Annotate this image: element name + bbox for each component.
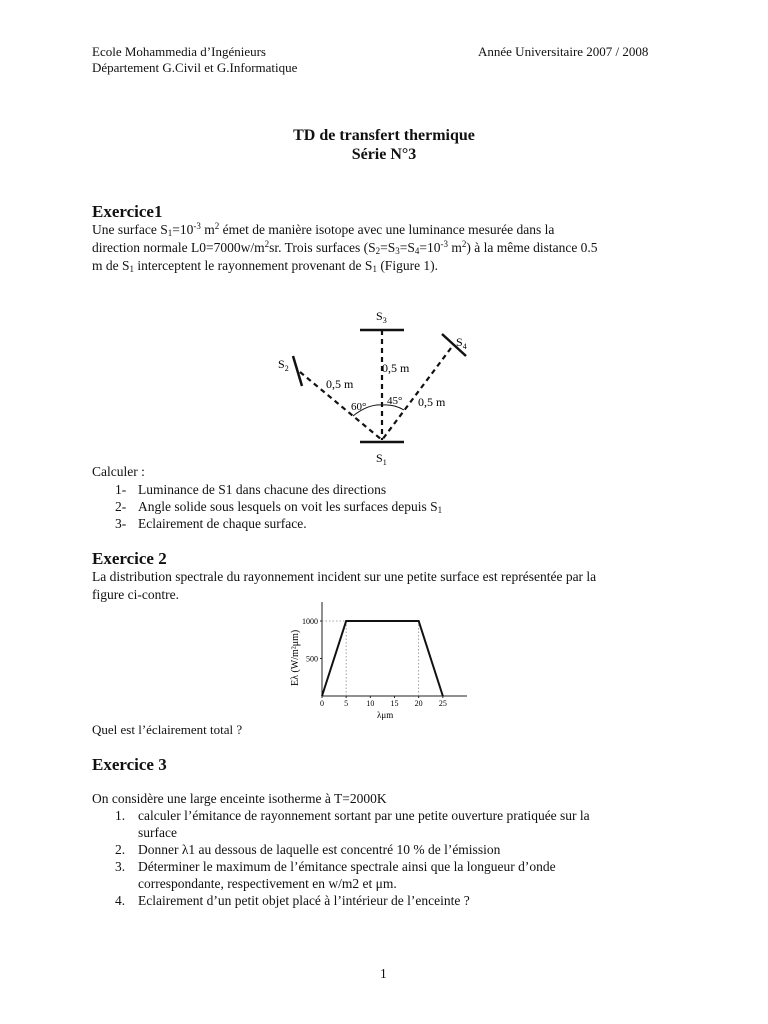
ex1-item-1: 1- Luminance de S1 dans chacune des directions <box>115 482 387 497</box>
school-name: Ecole Mohammedia d’Ingénieurs <box>92 44 266 59</box>
figure-1-surfaces <box>270 300 490 470</box>
chart-x-tick-label: 5 <box>344 699 349 708</box>
ex3-intro: On considère une large enceinte isotherme à T=2000K <box>92 791 387 806</box>
ex2-heading: Exercice 2 <box>92 549 167 568</box>
academic-year: Année Universitaire 2007 / 2008 <box>478 44 649 59</box>
ex1-item-2: 2- Angle solide sous lesquels on voit les surfaces depuis $S_1$ <box>115 499 443 515</box>
ex1-line3: m de $S_1$ interceptent le rayonnement provenant de $S_1$ (Figure 1). <box>92 258 439 274</box>
chart-y-tick-label: 1000 <box>302 617 318 626</box>
ex3-item-1-cont: surface <box>138 825 177 840</box>
calculer-label: Calculer : <box>92 464 145 479</box>
label-angle-60: 60° <box>351 401 367 413</box>
ex1-line2: direction normale $L0=7000w/m^2sr$. Trois surfaces ($S_2=S_3=S_4=10^{-3}$ $m^2$) à la même distance 0.5 <box>92 239 598 256</box>
label-dist-mid: 0,5 m <box>382 361 410 375</box>
chart-x-tick-label: 20 <box>414 699 423 708</box>
doc-title: TD de transfert thermique <box>293 127 475 144</box>
label-dist-right: 0,5 m <box>418 395 446 409</box>
chart-series-line <box>322 621 443 696</box>
ex3-item-1: 1. calculer l’émitance de rayonnement sortant par une petite ouverture pratiquée sur la <box>115 808 590 823</box>
label-s2: $S_2$ <box>278 357 289 373</box>
ex3-item-2: 2. Donner λ1 au dessous de laquelle est concentré 10 % de l’émission <box>115 842 501 857</box>
chart-y-axis-label: Eλ (W/m²μm) <box>290 629 301 686</box>
label-angle-45: 45° <box>387 395 403 407</box>
series-number: Série N°3 <box>351 146 417 163</box>
label-s1: $S_1$ <box>376 451 387 467</box>
ex2-question: Quel est l’éclairement total ? <box>92 722 243 737</box>
spectral-distribution-chart <box>282 598 472 726</box>
ex3-item-3: 3. Déterminer le maximum de l’émitance spectrale ainsi que la longueur d’onde <box>115 859 556 874</box>
page-number: 1 <box>380 966 387 981</box>
surface-s2-bar <box>293 356 302 386</box>
department-name: Département G.Civil et G.Informatique <box>92 60 298 75</box>
chart-x-axis-label: λμm <box>377 710 394 720</box>
ex1-item-3: 3- Eclairement de chaque surface. <box>115 516 307 531</box>
chart-x-tick-label: 15 <box>390 699 399 708</box>
label-s4: $S_4$ <box>456 335 467 351</box>
ex2-line2: figure ci-contre. <box>92 587 179 602</box>
ex3-heading: Exercice 3 <box>92 755 167 774</box>
ex3-item-3-cont: correspondante, respectivement en w/m2 et μm. <box>138 876 397 891</box>
ex2-line1: La distribution spectrale du rayonnement incident sur une petite surface est représentée par la <box>92 569 597 584</box>
ex1-heading: Exercice1 <box>92 202 163 221</box>
chart-y-tick-label: 500 <box>306 654 318 664</box>
ex3-item-4: 4. Eclairement d’un petit objet placé à l’intérieur de l’enceinte ? <box>115 893 470 908</box>
chart-x-tick-label: 25 <box>438 699 447 708</box>
label-dist-left: 0,5 m <box>326 377 354 391</box>
chart-x-tick-label: 10 <box>366 699 375 708</box>
label-s3: $S_3$ <box>376 309 387 325</box>
ex1-line1: Une surface $S_1=10^{-3}$ $m^2$ émet de manière isotope avec une luminance mesurée dans la <box>92 221 555 238</box>
chart-x-tick-label: 0 <box>320 699 324 708</box>
